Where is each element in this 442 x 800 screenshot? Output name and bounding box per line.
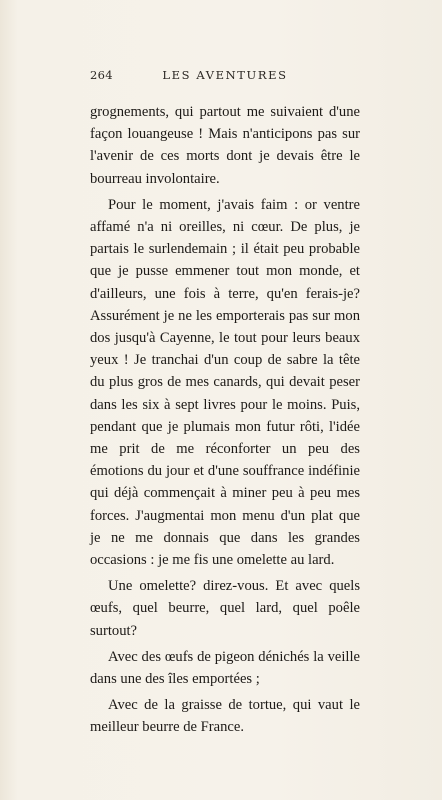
paragraph: Une omelette? direz-vous. Et avec quels œufs, quel beurre, quel lard, quel poêle surtout?: [90, 578, 360, 639]
running-title: LES AVENTURES: [162, 68, 288, 82]
page-header: [90, 68, 360, 84]
paragraph: Avec des œufs de pigeon dénichés la veille dans une des îles emportées ;: [90, 648, 360, 688]
paragraph-continued: grognements, qui partout me suivaient d'une façon louangeuse ! Mais n'anticipons pas sur l'avenir de ces morts dont je devais être le bourreau involontaire.: [90, 104, 360, 187]
paragraph: Pour le moment, j'avais faim : or ventre affamé n'a ni oreilles, ni cœur. De plus, je partais le surlendemain ; il était peu probable que je pusse emmener tout mon monde, et d'ailleurs, une fois à terre, qu'en ferais-je? Assurément je ne les emporterais pas sur mon dos jusqu'à Cayenne, le tout pour leurs beaux yeux ! Je tranchai d'un coup de sabre la tête du plus gros de mes canards, qui devait peser dans les six à sept livres pour le moins. Puis, pendant que je plumais mon futur rôti, l'idée me prit de me réconforter un peu des émotions du jour et d'une souffrance indéfinie qui déjà commençait à miner peu à peu mes forces. J'augmentai mon menu d'un plat que je ne me donnais que dans les grandes occasions : je me fis une omelette au lard.: [90, 196, 360, 569]
paragraph: Avec de la graisse de tortue, qui vaut le meilleur beurre de France.: [90, 697, 360, 736]
page-number: 264: [90, 68, 113, 82]
body-text: [90, 101, 360, 739]
